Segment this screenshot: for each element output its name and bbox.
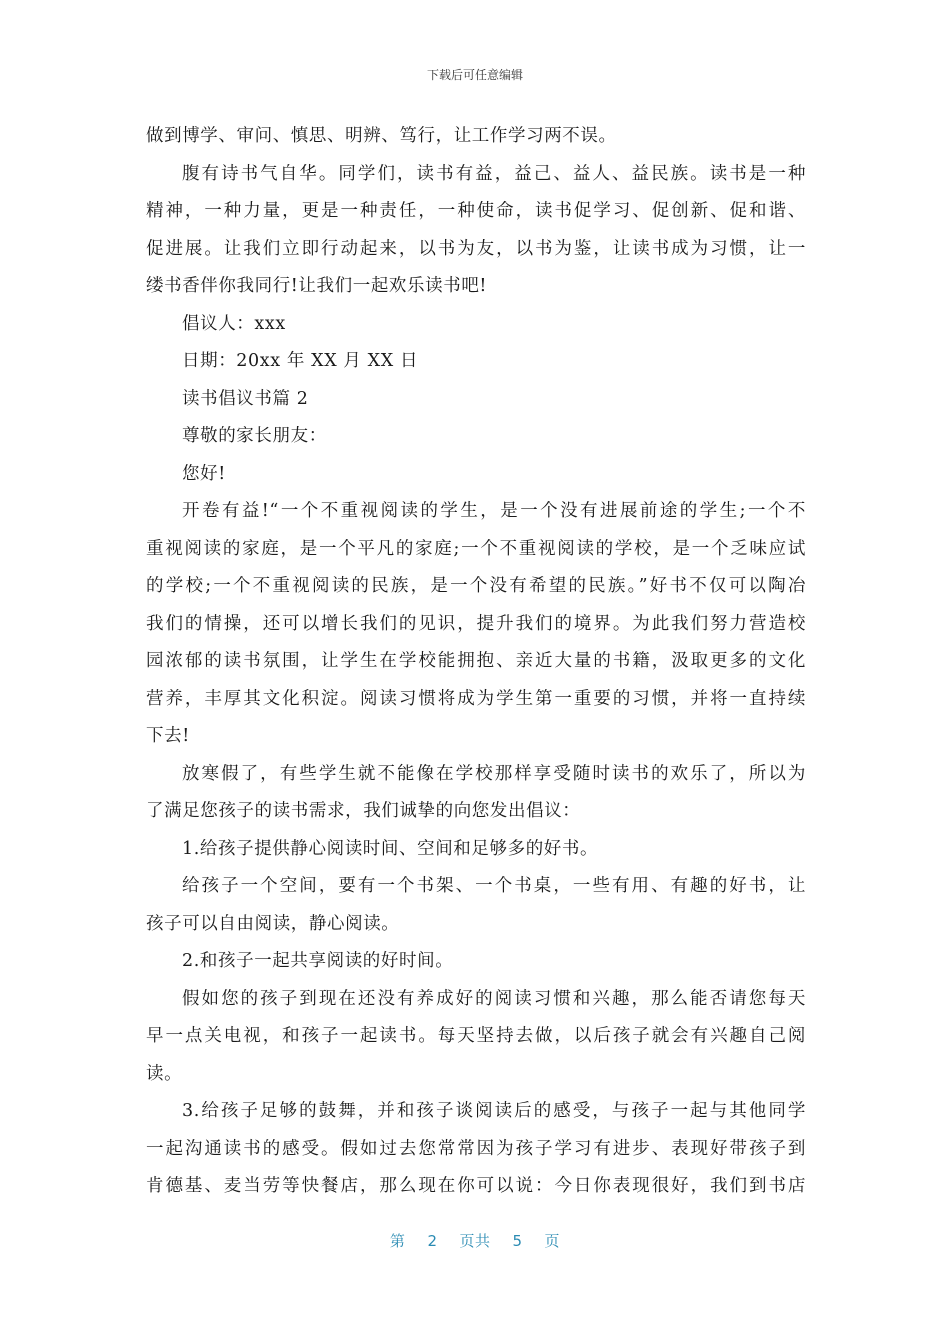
text-line: 早一点关电视，和孩子一起读书。每天坚持去做，以后孩子就会有兴趣自己阅 [146, 1026, 806, 1046]
text-line: 假如您的孩子到现在还没有养成好的阅读习惯和兴趣，那么能否请您每天 [182, 988, 806, 1009]
text-line: 3.给孩子足够的鼓舞，并和孩子谈阅读后的感受，与孩子一起与其他同学 [182, 1101, 806, 1121]
text-line: 放寒假了，有些学生就不能像在学校那样享受随时读书的欢乐了，所以为 [182, 763, 806, 784]
text-line: 下去! [146, 726, 190, 746]
text-line: 倡议人：xxx [182, 313, 286, 334]
text-line: 精神，一种力量，更是一种责任，一种使命，读书促学习、促创新、促和谐、 [146, 201, 806, 221]
document-body [146, 118, 806, 1206]
text-line: 尊敬的家长朋友： [182, 426, 327, 446]
text-line: 给孩子一个空间，要有一个书架、一个书桌，一些有用、有趣的好书，让 [182, 876, 806, 896]
text-line: 的学校;一个不重视阅读的民族，是一个没有希望的民族。”好书不仅可以陶冶 [146, 576, 806, 596]
footer-prefix: 第 [389, 1232, 406, 1250]
text-line: 我们的情操，还可以增长我们的见识，提升我们的境界。为此我们努力营造校 [146, 613, 806, 634]
text-line: 缕书香伴你我同行!让我们一起欢乐读书吧! [146, 276, 488, 296]
footer-current-page: 2 [427, 1232, 438, 1250]
text-line: 重视阅读的家庭，是一个平凡的家庭;一个不重视阅读的学校，是一个乏味应试 [146, 538, 806, 559]
text-line: 读书倡议书篇 2 [182, 388, 309, 409]
text-line: 腹有诗书气自华。同学们，读书有益，益己、益人、益民族。读书是一种 [182, 163, 806, 184]
text-line: 日期：20xx 年 XX 月 XX 日 [182, 351, 419, 371]
text-line: 2.和孩子一起共享阅读的好时间。 [182, 951, 454, 971]
text-line: 读。 [146, 1063, 183, 1084]
text-line: 园浓郁的读书氛围，让学生在学校能拥抱、亲近大量的书籍，汲取更多的文化 [146, 651, 806, 671]
text-line: 开卷有益!“一个不重视阅读的学生，是一个没有进展前途的学生;一个不 [182, 501, 806, 521]
text-line: 肯德基、麦当劳等快餐店，那么现在你可以说：今日你表现很好，我们到书店 [146, 1176, 806, 1196]
text-line: 营养，丰厚其文化积淀。阅读习惯将成为学生第一重要的习惯，并将一直持续 [146, 688, 806, 709]
text-line: 了满足您孩子的读书需求，我们诚挚的向您发出倡议： [146, 801, 581, 821]
footer-suffix: 页 [544, 1232, 561, 1250]
text-line: 一起沟通读书的感受。假如过去您常常因为孩子学习有进步、表现好带孩子到 [146, 1138, 806, 1159]
footer-total-pages: 5 [512, 1232, 523, 1250]
page-header: 下载后可任意编辑 [426, 68, 523, 82]
text-line: 促进展。让我们立即行动起来，以书为友，以书为鉴，让读书成为习惯，让一 [146, 238, 806, 259]
page-footer [0, 1230, 950, 1251]
text-line: 您好! [182, 463, 226, 484]
text-line: 1.给孩子提供静心阅读时间、空间和足够多的好书。 [182, 838, 599, 859]
text-line: 做到博学、审问、慎思、明辨、笃行，让工作学习两不误。 [146, 126, 617, 146]
footer-middle: 页共 [459, 1232, 491, 1250]
text-line: 孩子可以自由阅读，静心阅读。 [146, 913, 400, 934]
